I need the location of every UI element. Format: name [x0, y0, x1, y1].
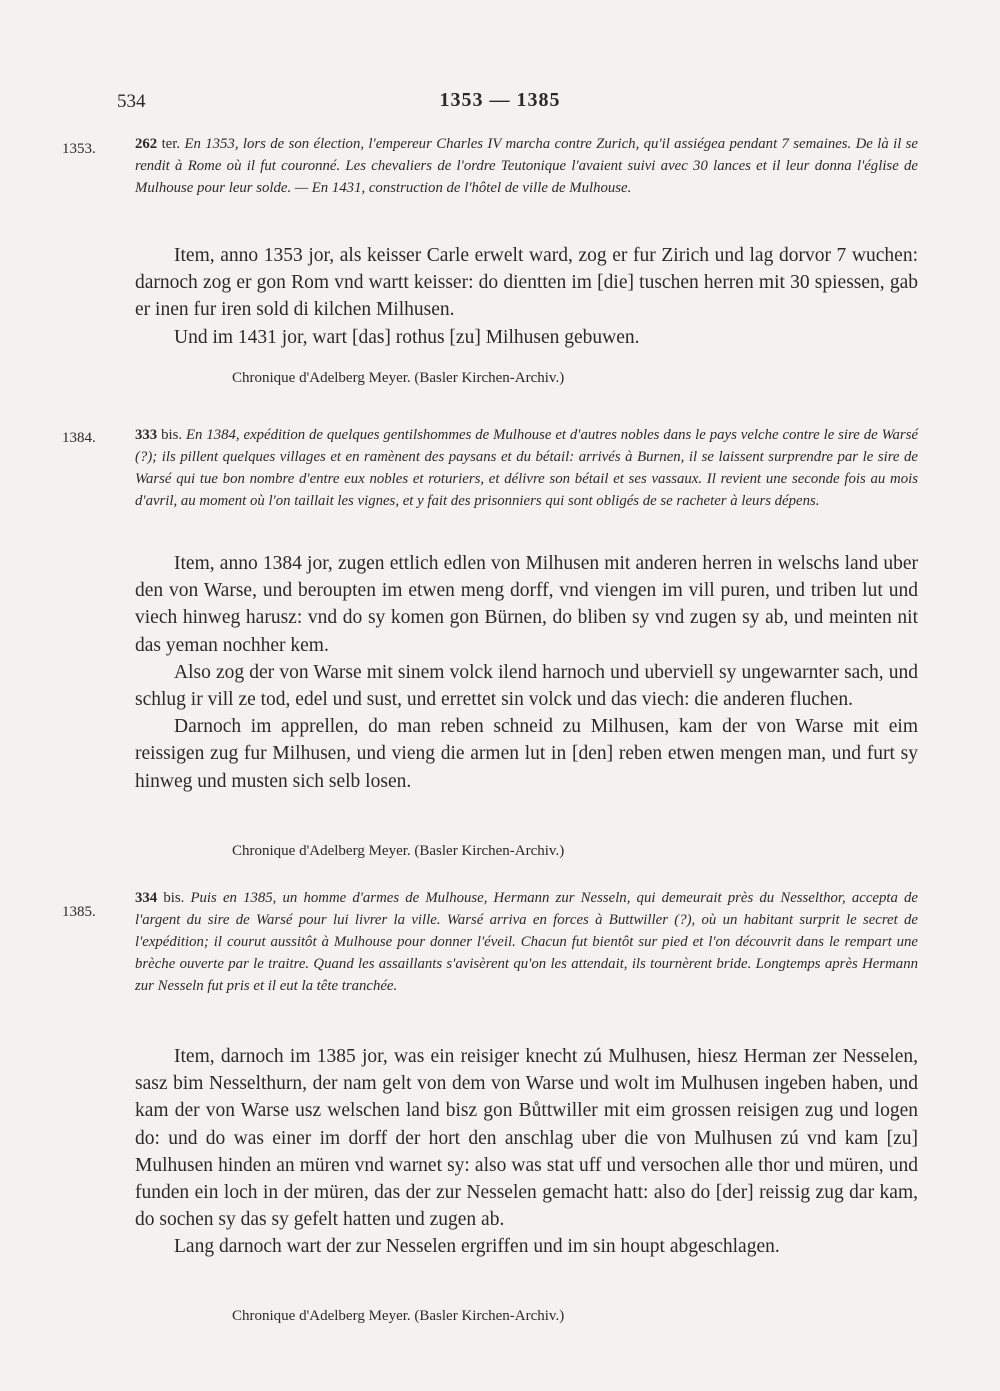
paragraph: Darnoch im apprellen, do man reben schneid zu Milhusen, kam der von Warse mit eim reissigen zug fur Milhusen, und vieng die armen lut in [den] reben etwen mengen man, und furt sy hinweg und musten sich selb losen.: [135, 716, 918, 792]
entry-year-1385: 1385.: [62, 904, 96, 920]
source-citation: Chronique d'Adelberg Meyer. (Basler Kirchen-Archiv.): [232, 1308, 565, 1324]
entry-number-suffix: bis.: [157, 427, 183, 443]
entry-summary-1384: [135, 424, 918, 512]
entry-number-suffix: ter.: [157, 136, 181, 152]
entry-number: 262: [135, 136, 158, 152]
summary-text: Puis en 1385, un homme d'armes de Mulhouse, Hermann zur Nesseln, qui demeurait près du Nesselthor, accepta de l'argent du sire de Warsé pour lui livrer la ville. Warsé arriva en forces à Buttwiller (?), où un habitant surprit le secret de l'expédition; il courut aussitôt à Mulhouse pour donner l'éveil. Chacun fut bientôt sur pied et l'on découvrit dans le rempart une brèche ouverte par le traitre. Quand les assaillants s'avisèrent qu'on les attendait, ils tournèrent bride. Longtemps après Hermann zur Nesseln fut pris et il eut la tête tranchée.: [135, 890, 918, 994]
paragraph: Item, anno 1384 jor, zugen ettlich edlen von Milhusen mit anderen herren in welschs land uber den von Warse, und beroupten im etwen meng dorff, vnd viengen im vill puren, und triben lut und viech hinweg harusz: vnd do sy komen gon Bürnen, do bliben sy vnd zugen sy ab, und meinten nit das yeman nochher kem.: [135, 553, 918, 656]
entry-summary-1353: [135, 133, 918, 199]
entry-year-1353: 1353.: [62, 141, 96, 157]
chronicle-text-1384: [135, 550, 918, 795]
summary-text: En 1384, expédition de quelques gentilshommes de Mulhouse et d'autres nobles dans le pays velche contre le sire de Warsé (?); ils pillent quelques villages et en ramènent des paysans et du bétail: arrivés à Burnen, il se laissent surprendre par le sire de Warsé qui tue bon nombre d'entre eux nobles et roturiers, et délivre son bétail et ses vassaux. Il revient une seconde fois au mois d'avril, au moment où l'on taillait les vignes, et y fait des prisonniers qui sont obligés de se racheter à leurs dépens.: [135, 427, 919, 509]
source-citation: Chronique d'Adelberg Meyer. (Basler Kirchen-Archiv.): [232, 370, 565, 386]
running-title: 1353 — 1385: [439, 89, 561, 111]
entry-summary-1385: [135, 887, 918, 997]
entry-year-1384: 1384.: [62, 430, 96, 446]
paragraph: Also zog der von Warse mit sinem volck ilend harnoch und uberviell sy ungewarnter sach, und schlug ir vill ze tod, edel und sust, und errettet sin volck und das viech: die anderen fluchen.: [135, 661, 918, 711]
chronicle-text-1353: [135, 242, 918, 351]
page-number: 534: [117, 91, 146, 112]
paragraph: Item, anno 1353 jor, als keisser Carle erwelt ward, zog er fur Zirich und lag dorvor 7 wuchen: darnoch zog er gon Rom vnd wartt keisser: do dientten im [die] tuschen herren mit 30 spiessen, gab er inen fur iren sold di kilchen Milhusen.: [135, 245, 918, 321]
summary-text: En 1353, lors de son élection, l'empereur Charles IV marcha contre Zurich, qu'il assiégea pendant 7 semaines. De là il se rendit à Rome où il fut couronné. Les chevaliers de l'ordre Teutonique l'avaient suivi avec 30 lances et il leur donna l'église de Mulhouse pour leur solde. — En 1431, construction de l'hôtel de ville de Mulhouse.: [135, 136, 918, 196]
paragraph: Lang darnoch wart der zur Nesselen ergriffen und im sin houpt abgeschlagen.: [174, 1236, 780, 1258]
paragraph: Und im 1431 jor, wart [das] rothus [zu] Milhusen gebuwen.: [174, 326, 640, 348]
source-citation: Chronique d'Adelberg Meyer. (Basler Kirchen-Archiv.): [232, 843, 565, 859]
entry-number: 333: [135, 427, 158, 443]
chronicle-text-1385: [135, 1043, 918, 1261]
entry-number-suffix: bis.: [157, 890, 185, 906]
entry-number: 334: [135, 890, 158, 906]
paragraph: Item, darnoch im 1385 jor, was ein reisiger knecht zú Mulhusen, hiesz Herman zer Nesselen, sasz bim Nesselthurn, der nam gelt von dem von Warse und wolt im Mulhusen ingeben haben, und kam der von Warse usz welschen land bisz gon Bůttwiller mit eim grossen reisigen zug und logen do: und do was einer im dorff der hort den anschlag uber die von Mulhusen zú vnd kam [zu] Mulhusen hinden an müren vnd warnet sy: also was stat uff und versochen alle thor und müren, und funden ein loch in der müren, das der zur Nesselen gemacht hatt: also do [der] reissig zug dar kam, do sochen sy das sy gefelt hatten und zugen ab.: [135, 1046, 918, 1231]
